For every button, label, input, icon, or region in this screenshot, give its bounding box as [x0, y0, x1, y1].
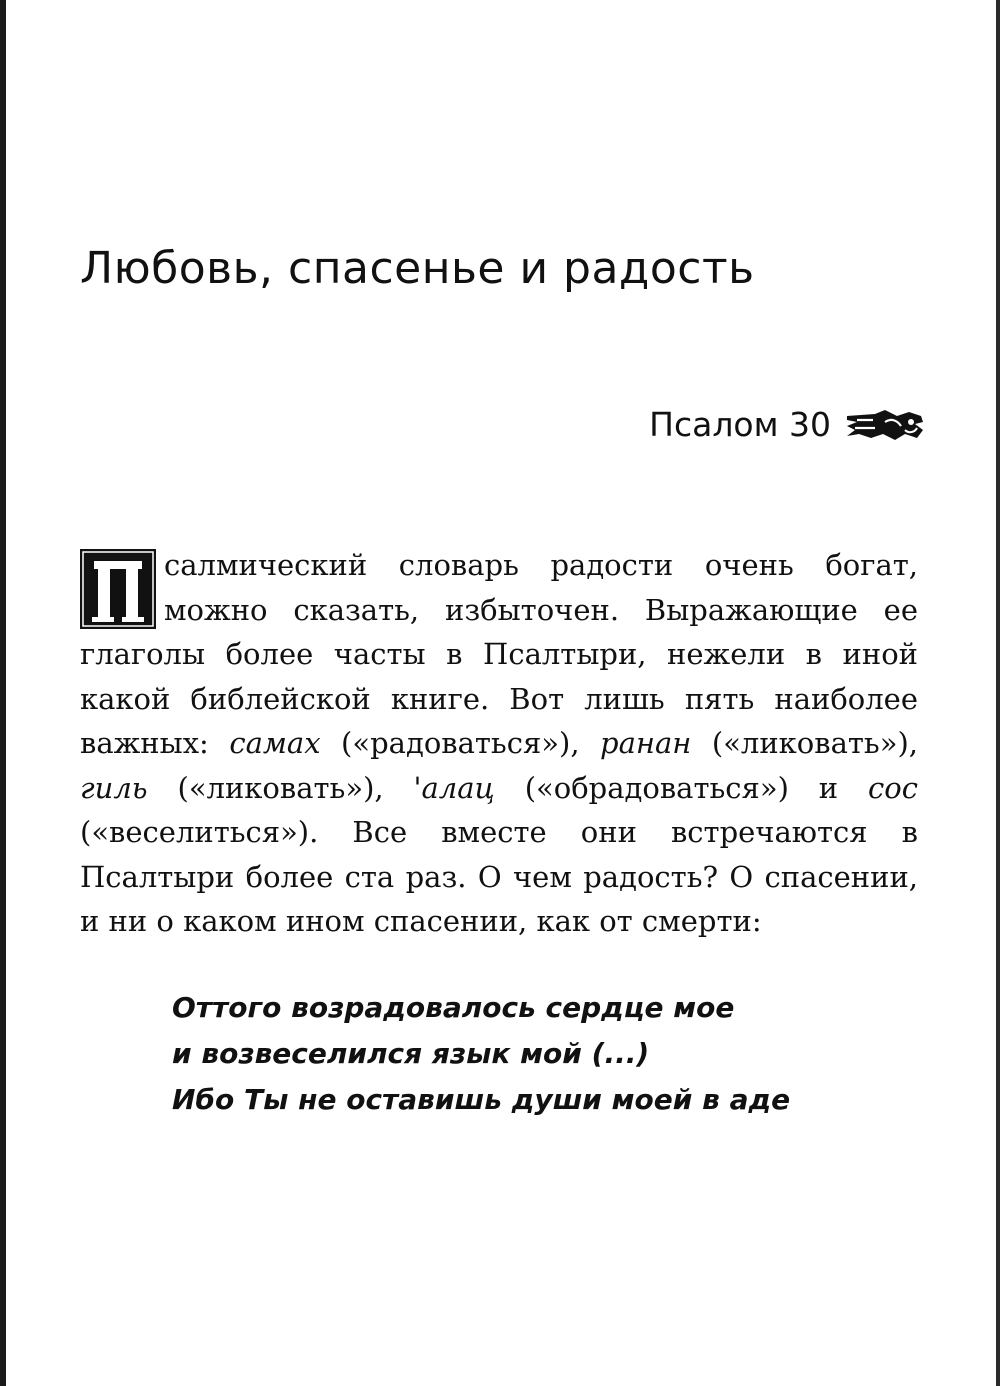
- quote-line: и возвеселился язык мой (...): [172, 1037, 650, 1070]
- psalm-label: Псалом 30: [649, 405, 831, 444]
- body-text-3: («ликовать»),: [691, 726, 918, 760]
- hebrew-word-alats: 'алац: [413, 770, 495, 805]
- hebrew-word-sos: сос: [868, 770, 918, 805]
- hebrew-word-gil: гиль: [80, 770, 148, 805]
- dragon-ornament-icon: [845, 408, 925, 442]
- body-paragraph: [80, 543, 918, 944]
- hebrew-word-samakh: самах: [229, 726, 321, 760]
- psalm-quote: [172, 985, 790, 1123]
- drop-cap: [80, 549, 156, 629]
- svg-text:П: П: [118, 608, 120, 610]
- quote-line: Оттого возрадовалось сердце мое: [172, 991, 735, 1024]
- body-text-2: («радоваться»),: [320, 726, 601, 760]
- body-text-5: («обрадоваться») и: [494, 770, 869, 805]
- psalm-heading: [649, 405, 925, 444]
- quote-line: Ибо Ты не оставишь души моей в аде: [172, 1083, 791, 1116]
- body-text-1: салмический словарь радости очень богат, можно сказать, избыточен. Выражающие ее глаголы более часты в Псалтыри, нежели в иной какой библейской книге. Вот лишь пять наиболее важных:: [80, 548, 918, 760]
- chapter-title: Любовь, спасенье и радость: [80, 243, 755, 294]
- body-text-6: («веселиться»). Все вместе они встречаются в Псалтыри более ста раз. О чем радость? О спасении, и ни о каком ином спасении, как от смерти:: [80, 815, 918, 938]
- body-text-4: («ликовать»),: [147, 770, 414, 805]
- hebrew-word-ranan: ранан: [600, 726, 692, 760]
